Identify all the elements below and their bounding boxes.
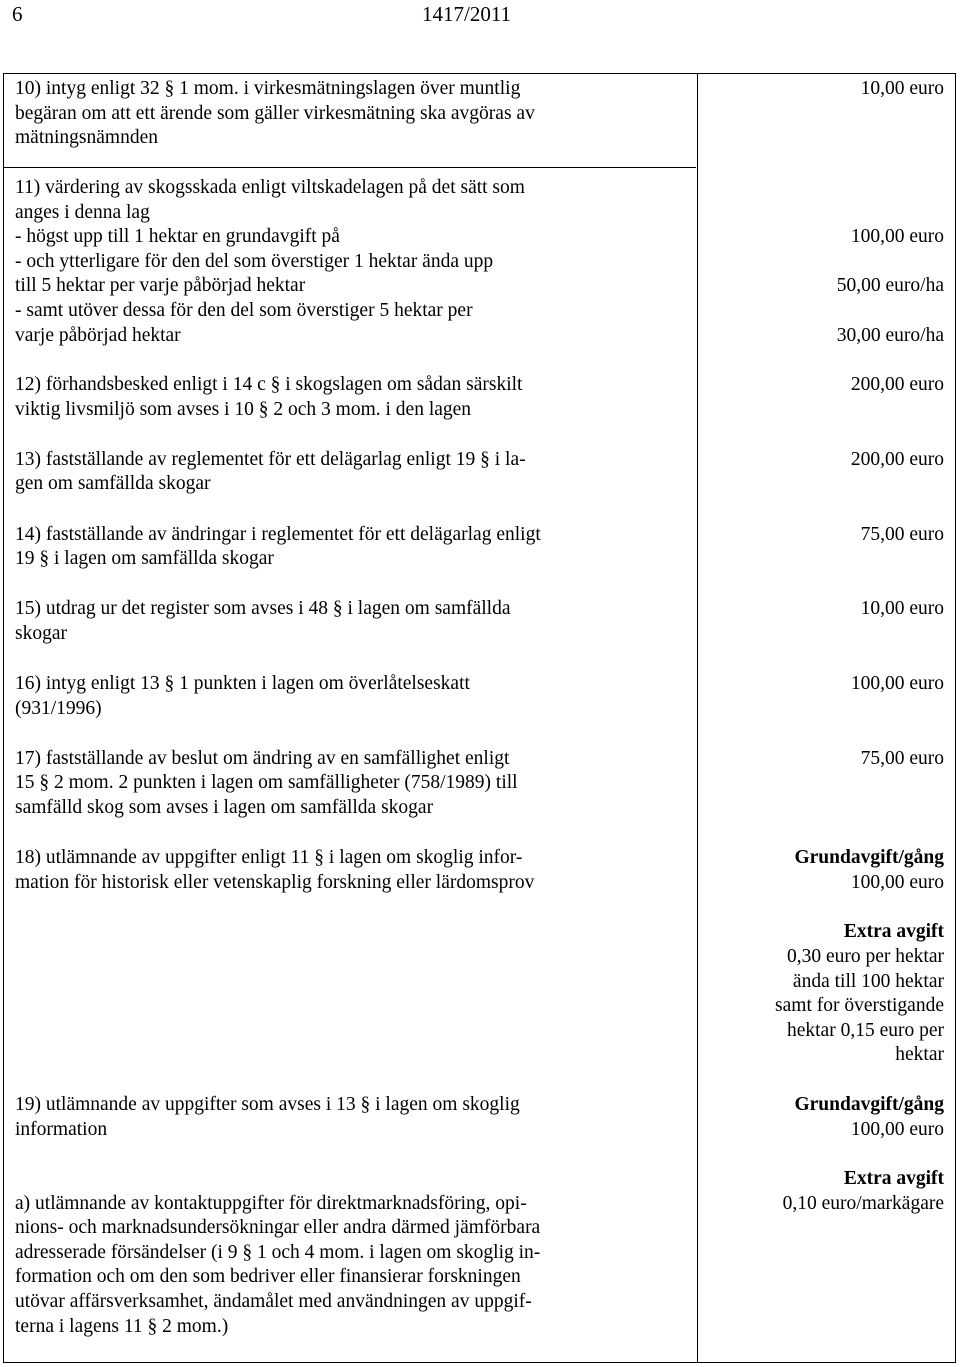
row-13-line-2: gen om samfällda skogar [15,473,211,494]
row-17-fee: 75,00 euro [860,748,944,769]
row-19-line-1: 19) utlämnande av uppgifter som avses i 13 § i lagen om skoglig [15,1094,520,1115]
row-11-fee-1: 100,00 euro [850,226,944,247]
row-15-line-2: skogar [15,623,67,644]
row-14-line-2: 19 § i lagen om samfällda skogar [15,548,274,569]
row-19-base-fee-heading: Grundavgift/gång [794,1094,944,1115]
row-15-line-1: 15) utdrag ur det register som avses i 48 § i lagen om samfällda [15,598,511,619]
row-10-line-2: begäran om att ett ärende som gäller virkesmätning ska avgöras av [15,103,535,124]
row-14-line-1: 14) fastställande av ändringar i reglementet för ett delägarlag enligt [15,524,541,545]
row-11-line-3: - högst upp till 1 hektar en grundavgift på [15,226,340,247]
row-11-line-5: till 5 hektar per varje påbörjad hektar [15,275,306,296]
row-14-fee: 75,00 euro [860,524,944,545]
row-12-line-2: viktig livsmiljö som avses i 10 § 2 och 3 mom. i den lagen [15,399,472,420]
row-19a-line-3: adresserade försändelser (i 9 § 1 och 4 mom. i lagen om skoglig in- [15,1242,541,1263]
page-number: 6 [12,2,23,26]
row-17-line-1: 17) fastställande av beslut om ändring av en samfällighet enligt [15,748,510,769]
row-18-extra-fee-line-5: hektar [895,1044,944,1065]
row-19-line-2: information [15,1119,108,1140]
row-18-line-2: mation för historisk eller vetenskaplig forskning eller lärdomsprov [15,872,535,893]
row-13-fee: 200,00 euro [850,449,944,470]
row-19-extra-fee: 0,10 euro/markägare [782,1193,944,1214]
row-18-base-fee: 100,00 euro [850,872,944,893]
row-18-base-fee-heading: Grundavgift/gång [794,847,944,868]
row-18-line-1: 18) utlämnande av uppgifter enligt 11 § i lagen om skoglig infor- [15,847,523,868]
row-19a-line-6: terna i lagens 11 § 2 mom.) [15,1316,229,1337]
row-19a-line-5: utövar affärsverksamhet, ändamålet med användningen av uppgif- [15,1291,532,1312]
row-11-line-4: - och ytterligare för den del som överstiger 1 hektar ända upp [15,251,494,272]
row-16-fee: 100,00 euro [850,673,944,694]
row-18-extra-fee-line-3: samt for överstigande [775,995,944,1016]
document-number: 1417/2011 [422,2,512,26]
row-18-extra-fee-heading: Extra avgift [843,921,944,942]
row-15-fee: 10,00 euro [860,598,944,619]
page-header [0,0,960,40]
row-19a-line-4: formation och om den som bedriver eller finansierar forskningen [15,1266,521,1287]
row-11-line-7: varje påbörjad hektar [15,325,181,346]
row-12-fee: 200,00 euro [850,374,944,395]
row-17-line-3: samfälld skog som avses i lagen om samfällda skogar [15,797,434,818]
row-16-line-1: 16) intyg enligt 13 § 1 punkten i lagen om överlåtelseskatt [15,673,470,694]
row-19a-line-2: nions- och marknadsundersökningar eller andra därmed jämförbara [15,1217,541,1238]
row-19a-line-1: a) utlämnande av kontaktuppgifter för direktmarknadsföring, opi- [15,1193,527,1214]
row-11-line-2: anges i denna lag [15,202,150,223]
row-13-line-1: 13) fastställande av reglementet för ett delägarlag enligt 19 § i la- [15,449,526,470]
row-11-fee-2: 50,00 euro/ha [836,275,944,296]
row-18-extra-fee-line-2: ända till 100 hektar [792,971,944,992]
row-12-line-1: 12) förhandsbesked enligt i 14 c § i skogslagen om sådan särskilt [15,374,523,395]
row-18-extra-fee-line-1: 0,30 euro per hektar [786,946,944,967]
row-16-line-2: (931/1996) [15,698,102,719]
fee-table [3,73,956,1363]
row-10-line-3: mätningsnämnden [15,127,158,148]
row-18-extra-fee-line-4: hektar 0,15 euro per [786,1020,944,1041]
row-19-base-fee: 100,00 euro [850,1119,944,1140]
row-11-fee-3: 30,00 euro/ha [836,325,944,346]
row-19-extra-fee-heading: Extra avgift [843,1168,944,1189]
row-17-line-2: 15 § 2 mom. 2 punkten i lagen om samfälligheter (758/1989) till [15,772,518,793]
column-divider [697,74,698,1362]
row-10-line-1: 10) intyg enligt 32 § 1 mom. i virkesmätningslagen över muntlig [15,78,521,99]
row-10-fee: 10,00 euro [860,78,944,99]
row-11-line-6: - samt utöver dessa för den del som överstiger 5 hektar per [15,300,473,321]
row-divider [4,167,696,168]
row-11-line-1: 11) värdering av skogsskada enligt viltskadelagen på det sätt som [15,177,525,198]
